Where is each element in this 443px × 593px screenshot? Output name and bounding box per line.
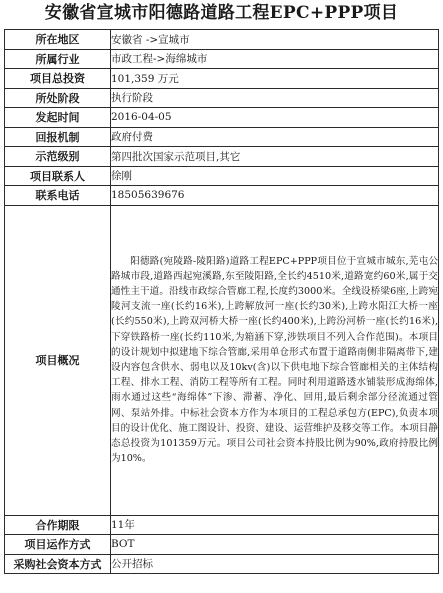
- row-value-cooperation-term: 11年: [111, 515, 439, 535]
- table-row: [5, 49, 439, 69]
- row-value-contact: 徐刚: [111, 166, 439, 186]
- row-label-stage: 所处阶段: [5, 88, 111, 108]
- row-label-return-mechanism: 回报机制: [5, 127, 111, 147]
- row-label-phone: 联系电话: [5, 186, 111, 206]
- overview-text: 阳德路(宛陵路-陵阳路)道路工程EPC+PPP项目位于宣城市城东,芜屯公路城市段,道路西起宛溪路,东至陵阳路,全长约4510米,道路宽约60米,属于交通性主干道。沿线市政综合管廊工程,长度约3000米。全线设桥梁6座,上跨宛陵河支流一座(长约16米),上跨解放河一座(长约30米),上跨水阳江大桥一座(长约550米),上跨双河桥大桥一座(长约400米),上跨汾河桥一座(长约16米),下穿铁路桥一座(长约110米,为箱涵下穿,涉铁项目不列入合作范围)。本项目的设计规划中拟建地下综合管廊,采用单仓形式布置于道路南侧非隔离带下,建设内容包含供水、弱电以及10kv(含)以下供电地下综合管廊相关的主体结构工程、排水工程、消防工程等所有工程。同时利用道路透水铺装形成海绵体,雨水通过这些“海绵体”下渗、滞蓄、净化、回用,最后剩余部分径流通过管网、泵站外排。中标社会资本方作为本项目的工程总承包方(EPC),负责本项目的设计优化、施工图设计、投资、建设、运营维护及移交等工作。本项目静态总投资为101359万元。项目公司社会资本持股比例为90%,政府持股比例为10%。: [111, 255, 438, 465]
- table-row: [5, 554, 439, 574]
- table-row: [5, 30, 439, 50]
- table-row: [5, 108, 439, 128]
- table-row: [5, 515, 439, 535]
- row-value-stage: 执行阶段: [111, 88, 439, 108]
- table-row: [5, 186, 439, 206]
- row-value-operation-mode: BOT: [111, 535, 439, 555]
- row-value-phone: 18505639676: [111, 186, 439, 206]
- row-value-investment: 101,359 万元: [111, 69, 439, 89]
- row-value-procurement-method: 公开招标: [111, 554, 439, 574]
- row-label-industry: 所属行业: [5, 49, 111, 69]
- table-row: [5, 69, 439, 89]
- row-label-procurement-method: 采购社会资本方式: [5, 554, 111, 574]
- row-value-demo-level: 第四批次国家示范项目,其它: [111, 147, 439, 167]
- row-label-cooperation-term: 合作期限: [5, 515, 111, 535]
- row-label-region: 所在地区: [5, 30, 111, 50]
- row-label-demo-level: 示范级别: [5, 147, 111, 167]
- table-row: [5, 127, 439, 147]
- row-value-region: 安徽省 ->宣城市: [111, 30, 439, 50]
- page-title: 安徽省宣城市阳德路道路工程EPC+PPP项目: [44, 3, 399, 23]
- row-label-operation-mode: 项目运作方式: [5, 535, 111, 555]
- row-label-investment: 项目总投资: [5, 69, 111, 89]
- row-value-return-mechanism: 政府付费: [111, 127, 439, 147]
- project-info-table: [4, 29, 439, 574]
- row-label-contact: 项目联系人: [5, 166, 111, 186]
- row-value-start-date: 2016-04-05: [111, 108, 439, 128]
- table-row: [5, 88, 439, 108]
- row-label-start-date: 发起时间: [5, 108, 111, 128]
- row-value-overview: [111, 205, 439, 515]
- table-row: [5, 535, 439, 555]
- table-row: [5, 205, 439, 515]
- table-row: [5, 147, 439, 167]
- table-row: [5, 166, 439, 186]
- row-label-overview: 项目概况: [5, 205, 111, 515]
- row-value-industry: 市政工程->海绵城市: [111, 49, 439, 69]
